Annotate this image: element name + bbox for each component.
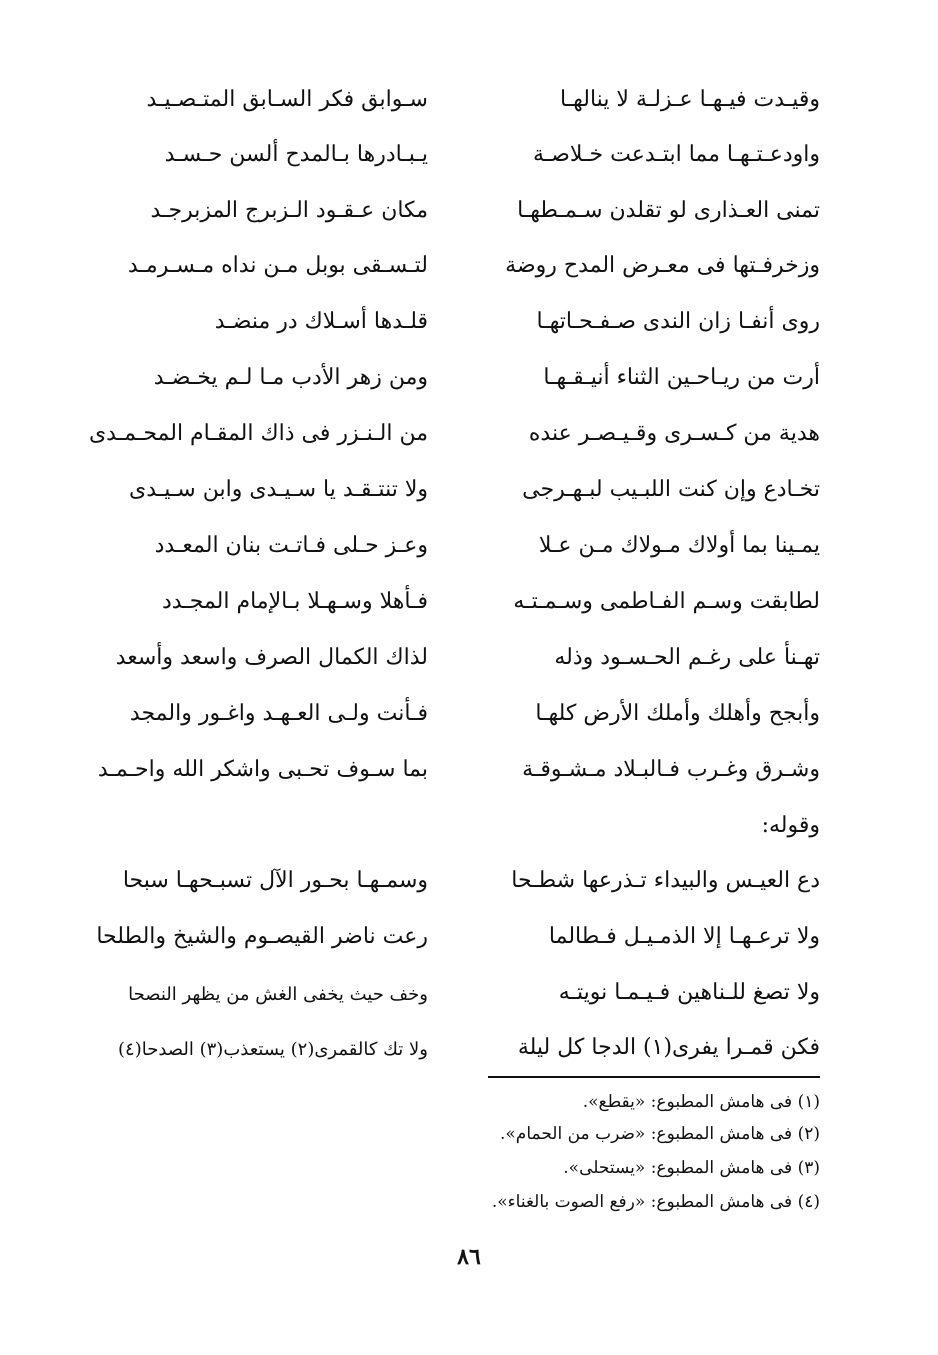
poem1-verse-2-second: يـبـادرها بـالمدح ألسن حـسـد: [164, 142, 428, 167]
poem2-verse-4-first: فكن قمـرا يفرى(١) الدجا كل ليلة: [517, 1035, 820, 1060]
poem2-verse-1-second: وسمـهـا بحـور الآل تسبـحهـا سبحا: [122, 868, 428, 893]
poem2-verse-2-first: ولا ترعـهـا إلا الذمـيـل فـطالما: [548, 924, 820, 949]
poem2-verse-4-second: ولا تك كالقمرى(٢) يستعذب(٣) الصدحا(٤): [118, 1039, 428, 1060]
poem1-verse-6-second: ومن زهر الأدب مـا لـم يخـضـد: [153, 365, 428, 390]
poem1-verse-5-second: قلـدها أسـلاك در منضـد: [214, 309, 428, 334]
footnote-separator: [488, 1076, 820, 1078]
footnote-3: (٣) فى هامش المطبوع: «يستحلى».: [563, 1158, 820, 1178]
poem1-verse-3-second: مكان عـقـود الـزبرج المزبرجـد: [150, 198, 428, 223]
poem1-verse-8-second: ولا تنتـقـد يا سـيـدى وابن سـيـدى: [129, 477, 428, 502]
poem1-verse-6-first: أرت من ريـاحـين الثناء أنيـقـهـا: [543, 365, 820, 390]
poem1-verse-9-second: وعـز حـلى فـاتـت بنان المعـدد: [154, 533, 428, 558]
poem2-verse-1-first: دع العيـس والبيداء تـذرعها شطـحا: [511, 868, 820, 893]
poem1-verse-1-second: سـوابق فكر السـابق المتـصـيـد: [146, 87, 428, 112]
poem1-verse-7-second: من الـنـزر فى ذاك المقـام المحـمـدى: [88, 421, 428, 446]
poem1-verse-10-second: فـأهلا وسـهـلا بـالإمام المجـدد: [161, 589, 428, 614]
poem1-verse-12-second: فـأنت ولـى العـهـد واغـور والمجد: [129, 701, 428, 726]
poem1-verse-2-first: واودعـتـهـا مما ابتـدعت خـلاصـة: [533, 142, 820, 167]
poem1-verse-10-first: لطابقت وسـم الفـاطمى وسـمـتـه: [513, 589, 820, 614]
footnote-1: (١) فى هامش المطبوع: «يقطع».: [582, 1092, 820, 1112]
page-number: ٨٦: [457, 1244, 481, 1270]
poem1-verse-8-first: تخـادع وإن كنت اللبـيب لبـهـرجى: [522, 477, 820, 502]
poem1-verse-13-second: بما سـوف تحـبى واشكر الله واحـمـد: [97, 757, 428, 782]
footnote-4: (٤) فى هامش المطبوع: «رفع الصوت بالغناء».: [491, 1192, 820, 1212]
poem1-verse-1-first: وقيـدت فيـهـا عـزلـة لا ينالهـا: [559, 87, 820, 112]
poem1-verse-13-first: وشـرق وغـرب فـالبـلاد مـشـوقـة: [522, 757, 820, 782]
poem1-verse-12-first: وأبجح وأهلك وأملك الأرض كلهـا: [535, 701, 820, 726]
poem2-verse-3-second: وخف حيث يخفى الغش من يظهر النصحا: [128, 984, 428, 1005]
poem1-verse-7-first: هدية من كـسـرى وقـيـصـر عنده: [528, 421, 820, 446]
poem2-verse-2-second: رعت ناضر القيصـوم والشيخ والطلحا: [96, 924, 428, 949]
poem1-verse-9-first: يمـينا بما أولاك مـولاك مـن عـلا: [538, 533, 820, 558]
poem1-verse-3-first: تمنى العـذارى لو تقلدن سـمـطهـا: [517, 198, 820, 223]
poem2-verse-3-first: ولا تصغ للـناهين فـيـمـا نويتـه: [558, 980, 820, 1005]
footnote-2: (٢) فى هامش المطبوع: «ضرب من الحمام».: [500, 1124, 820, 1144]
poem1-verse-11-second: لذاك الكمال الصرف واسعد وأسعد: [115, 645, 428, 670]
poem1-verse-11-first: تهـنأ على رغـم الحـسـود وذله: [554, 645, 820, 670]
section-intro-label: وقوله:: [761, 813, 820, 838]
poem1-verse-4-second: لتـسـقى بوبل مـن نداه مـسـرمـد: [127, 253, 428, 278]
poem1-verse-4-first: وزخرفـتها فى معـرض المدح روضة: [505, 253, 820, 278]
poem1-verse-5-first: روى أنفـا زان الندى صـفـحـاتهـا: [536, 309, 820, 334]
